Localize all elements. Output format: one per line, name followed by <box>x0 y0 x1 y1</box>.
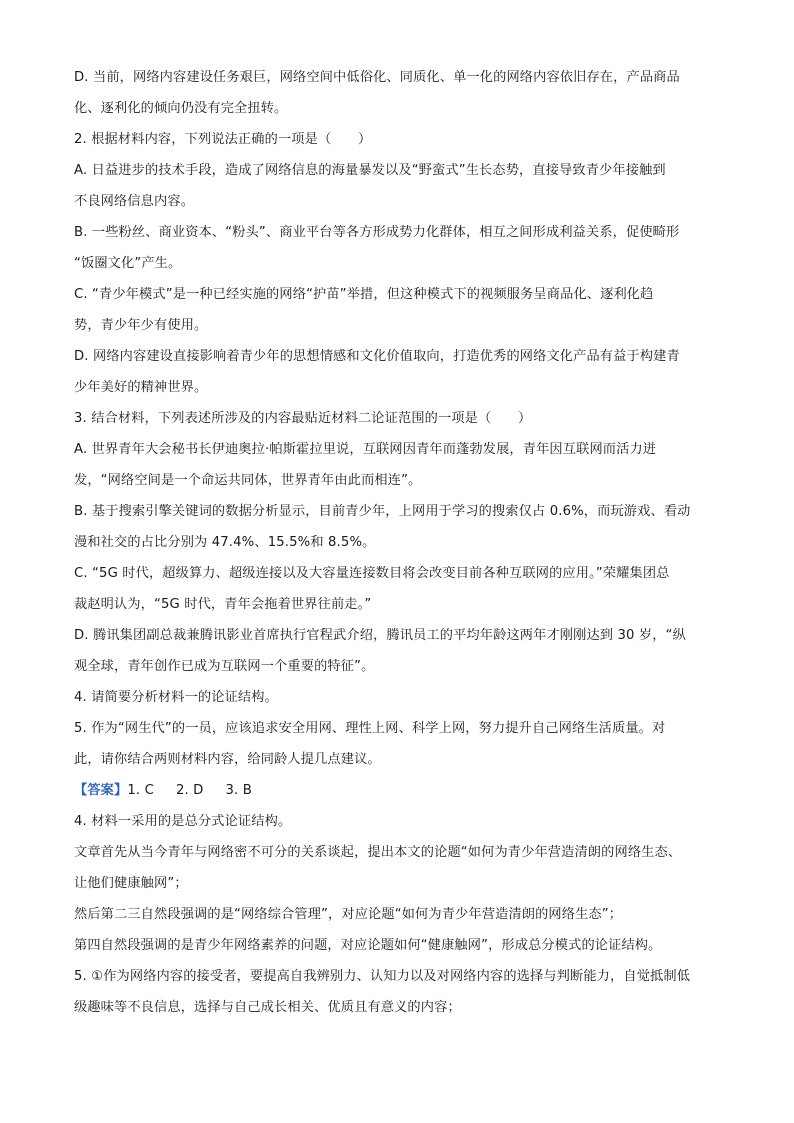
text-line: 发，“网络空间是一个命运共同体，世界青年由此而相连”。 <box>74 473 422 488</box>
answer-4: 4. 材料一采用的是总分式论证结构。 <box>74 814 292 829</box>
text-line: 漫和社交的占比分别为 47.4%、15.5%和 8.5%。 <box>74 535 376 550</box>
option-d: D. 腾讯集团副总裁兼腾讯影业首席执行官程武介绍，腾讯员工的平均年龄这两年才刚刚达到 30 岁，“纵 <box>74 628 686 643</box>
text-line: 观全球，青年创作已成为互联网一个重要的特征”。 <box>74 659 375 674</box>
option-a: A. 世界青年大会秘书长伊迪奥拉·帕斯霍拉里说，互联网因青年而蓬勃发展，青年因互联网而活力迸 <box>74 442 657 457</box>
text-line: 化、逐利化的倾向仍没有完全扭转。 <box>74 101 288 116</box>
text-line: 文章首先从当今青年与网络密不可分的关系谈起，提出本文的论题“如何为青少年营造清朗的网络生态、 <box>74 845 682 860</box>
question-4: 4. 请简要分析材料一的论证结构。 <box>74 690 278 705</box>
answer-line <box>74 775 722 806</box>
text-line: 裁赵明认为，“5G 时代，青年会拖着世界往前走。” <box>74 597 372 612</box>
answer-item: 1. C <box>127 783 154 798</box>
text-line: 不良网络信息内容。 <box>74 194 195 209</box>
answer-item: 3. B <box>225 783 252 798</box>
question-2: 2. 根据材料内容，下列说法正确的一项是（ ） <box>74 132 372 147</box>
answer-tag: 【答案】 <box>74 783 128 798</box>
answer-item: 2. D <box>175 783 204 798</box>
option-b: B. 一些粉丝、商业资本、“粉头”、商业平台等各方形成势力化群体，相互之间形成利益关系，促使畸形 <box>74 225 680 240</box>
document-body <box>74 62 722 1023</box>
text-line: 级趣味等不良信息，选择与自己成长相关、优质且有意义的内容； <box>74 1000 461 1015</box>
option-a: A. 日益进步的技术手段，造成了网络信息的海量暴发以及“野蛮式”生长态势，直接导致青少年接触到 <box>74 163 666 178</box>
text-line: 第四自然段强调的是青少年网络素养的问题，对应论题如何“健康触网”，形成总分模式的论证结构。 <box>74 938 662 953</box>
text-line: 此，请你结合两则材料内容，给同龄人提几点建议。 <box>74 752 381 767</box>
text-line: 然后第二三自然段强调的是“网络综合管理”，对应论题“如何为青少年营造清朗的网络生态”； <box>74 907 623 922</box>
text-line: 势，青少年少有使用。 <box>74 318 208 333</box>
option-c: C. “青少年模式”是一种已经实施的网络“护苗”举措，但这种模式下的视频服务呈商品化、逐利化趋 <box>74 287 654 302</box>
question-5: 5. 作为“网生代”的一员，应该追求安全用网、理性上网、科学上网，努力提升自己网络生活质量。对 <box>74 721 666 736</box>
question-3: 3. 结合材料，下列表述所涉及的内容最贴近材料二论证范围的一项是（ ） <box>74 411 532 426</box>
answer-5: 5. ①作为网络内容的接受者，要提高自我辨别力、认知力以及对网络内容的选择与判断能力，自觉抵制低 <box>74 969 691 984</box>
text-line: “饭圈文化”产生。 <box>74 256 182 271</box>
text-line: 少年美好的精神世界。 <box>74 380 208 395</box>
option-c: C. “5G 时代，超级算力、超级连接以及大容量连接数目将会改变目前各种互联网的应用。”荣耀集团总 <box>74 566 670 581</box>
text-line: D. 当前，网络内容建设任务艰巨，网络空间中低俗化、同质化、单一化的网络内容依旧存在，产品商品 <box>74 70 680 85</box>
option-d: D. 网络内容建设直接影响着青少年的思想情感和文化价值取向，打造优秀的网络文化产品有益于构建青 <box>74 349 680 364</box>
option-b: B. 基于搜索引擎关键词的数据分析显示，目前青少年，上网用于学习的搜索仅占 0.6%，而玩游戏、看动 <box>74 504 691 519</box>
text-line: 让他们健康触网”； <box>74 876 188 891</box>
